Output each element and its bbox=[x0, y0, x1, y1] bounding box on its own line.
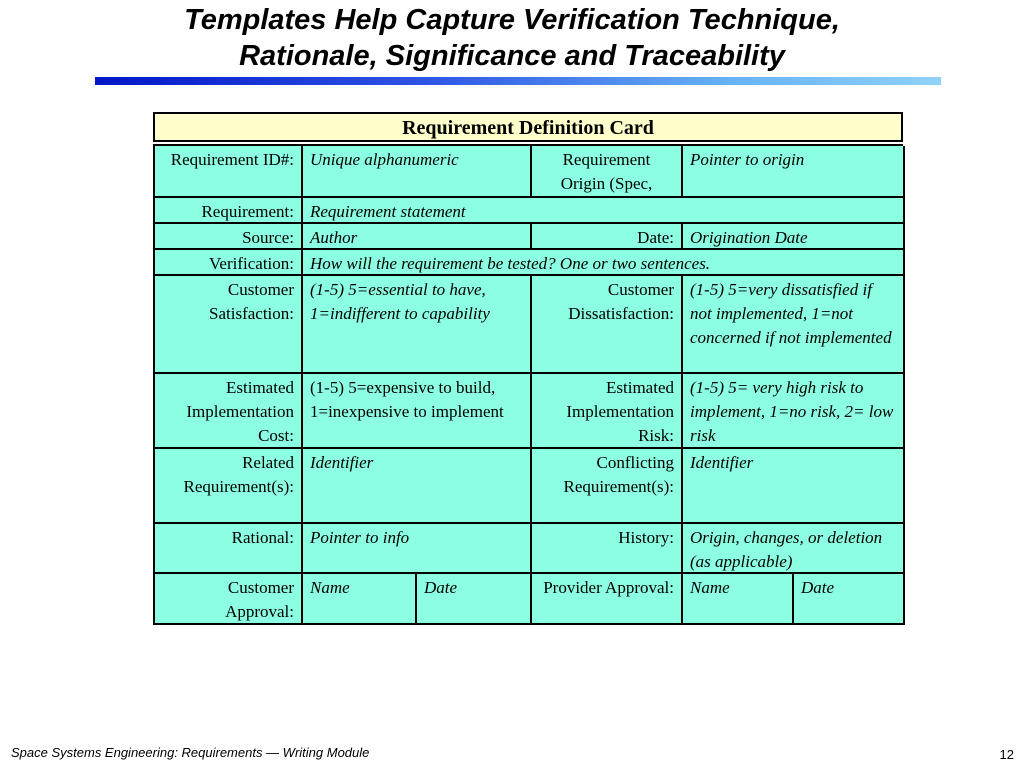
card-header: Requirement Definition Card bbox=[153, 112, 903, 142]
cost-label: Estimated Implementation Cost: bbox=[155, 374, 303, 449]
requirement-value: Requirement statement bbox=[303, 198, 905, 224]
req-id-value: Unique alphanumeric bbox=[303, 146, 532, 198]
page-number: 12 bbox=[999, 747, 1014, 762]
dissatisfaction-value: (1-5) 5=very dissatisfied if not implemented, 1=not concerned if not implemented bbox=[683, 276, 905, 374]
source-value: Author bbox=[303, 224, 532, 250]
provider-approval-date: Date bbox=[794, 574, 905, 625]
requirement-definition-card bbox=[153, 112, 903, 625]
slide-title-line-1: Templates Help Capture Verification Technique, bbox=[184, 4, 840, 36]
verification-value: How will the requirement be tested? One or two sentences. bbox=[303, 250, 905, 276]
risk-value: (1-5) 5= very high risk to implement, 1=no risk, 2= low risk bbox=[683, 374, 905, 449]
customer-approval-date: Date bbox=[417, 574, 532, 625]
conflicting-value: Identifier bbox=[683, 449, 905, 524]
cost-value: (1-5) 5=expensive to build, 1=inexpensive to implement bbox=[303, 374, 532, 449]
origin-value: Pointer to origin bbox=[683, 146, 905, 198]
satisfaction-value: (1-5) 5=essential to have, 1=indifferent to capability bbox=[303, 276, 532, 374]
related-value: Identifier bbox=[303, 449, 532, 524]
date-label: Date: bbox=[532, 224, 683, 250]
history-label: History: bbox=[532, 524, 683, 574]
dissatisfaction-label: Customer Dissatisfaction: bbox=[532, 276, 683, 374]
customer-approval-name: Name bbox=[303, 574, 417, 625]
rational-value: Pointer to info bbox=[303, 524, 532, 574]
footer-course-title: Space Systems Engineering: Requirements — Writing Module bbox=[11, 745, 370, 760]
origin-label: Requirement Origin (Spec, bbox=[532, 146, 683, 198]
rational-label: Rational: bbox=[155, 524, 303, 574]
history-value: Origin, changes, or deletion (as applicable) bbox=[683, 524, 905, 574]
verification-label: Verification: bbox=[155, 250, 303, 276]
title-gradient-rule bbox=[95, 77, 941, 85]
conflicting-label: Conflicting Requirement(s): bbox=[532, 449, 683, 524]
provider-approval-label: Provider Approval: bbox=[532, 574, 683, 625]
customer-approval-label: Customer Approval: bbox=[155, 574, 303, 625]
req-id-label: Requirement ID#: bbox=[155, 146, 303, 198]
related-label: Related Requirement(s): bbox=[155, 449, 303, 524]
risk-label: Estimated Implementation Risk: bbox=[532, 374, 683, 449]
satisfaction-label: Customer Satisfaction: bbox=[155, 276, 303, 374]
card-grid bbox=[153, 144, 903, 625]
date-value: Origination Date bbox=[683, 224, 905, 250]
provider-approval-name: Name bbox=[683, 574, 794, 625]
source-label: Source: bbox=[155, 224, 303, 250]
requirement-label: Requirement: bbox=[155, 198, 303, 224]
slide-title bbox=[0, 0, 1024, 74]
slide-title-line-2: Rationale, Significance and Traceability bbox=[239, 40, 785, 72]
